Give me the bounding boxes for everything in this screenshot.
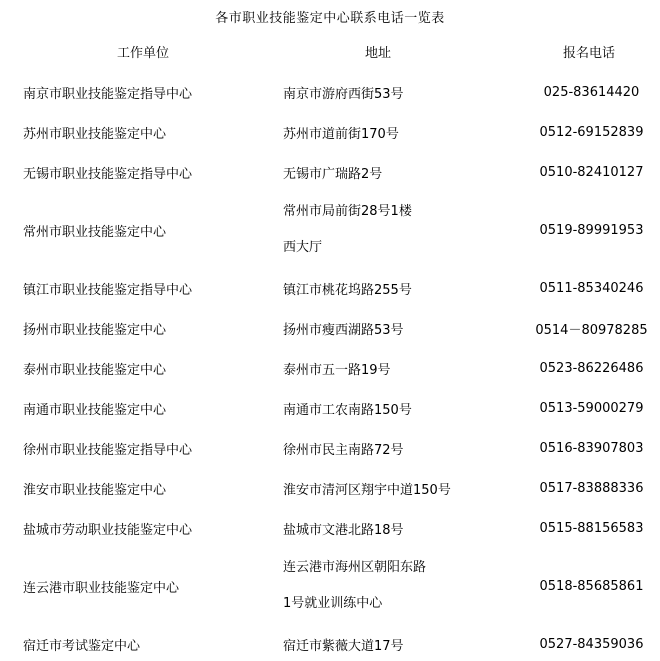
unit-cell: 扬州市职业技能鉴定中心	[23, 322, 167, 338]
contact-table	[0, 30, 660, 661]
table-row	[0, 112, 660, 152]
table-row	[0, 508, 660, 548]
address-line: 徐州市民主南路72号	[283, 442, 404, 458]
unit-cell: 宿迁市考试鉴定中心	[23, 638, 141, 654]
address-line: 镇江市桃花坞路255号	[283, 282, 412, 298]
unit-cell: 泰州市职业技能鉴定中心	[23, 362, 167, 378]
address-line: 常州市局前街28号1楼	[283, 204, 412, 219]
address-cell	[283, 439, 523, 458]
phone-cell: 0513-59000279	[539, 400, 644, 416]
unit-cell: 淮安市职业技能鉴定中心	[23, 482, 167, 498]
table-row	[0, 348, 660, 388]
address-line: 无锡市广瑞路2号	[283, 166, 383, 182]
unit-cell: 盐城市劳动职业技能鉴定中心	[23, 522, 193, 538]
table-row	[0, 548, 660, 624]
table-row	[0, 268, 660, 308]
phone-cell: 0511-85340246	[539, 280, 644, 296]
address-line: 连云港市海州区朝阳东路	[283, 560, 427, 575]
phone-cell: 0517-83888336	[539, 480, 644, 496]
unit-cell: 徐州市职业技能鉴定指导中心	[23, 442, 193, 458]
address-line: 泰州市五一路19号	[283, 362, 391, 378]
table-row	[0, 192, 660, 268]
address-cell	[283, 359, 523, 378]
phone-cell: 0523-86226486	[539, 360, 644, 376]
table-body	[0, 72, 660, 661]
address-cell	[283, 479, 523, 498]
address-cell	[283, 635, 523, 654]
address-cell	[283, 83, 523, 102]
column-header-unit: 工作单位	[116, 45, 169, 61]
column-header-phone: 报名电话	[562, 45, 615, 61]
phone-cell: 0516-83907803	[539, 440, 644, 456]
address-line: 盐城市文港北路18号	[283, 522, 404, 538]
address-line: 扬州市瘦西湖路53号	[283, 322, 404, 338]
phone-cell: 025-83614420	[543, 84, 640, 100]
phone-cell: 0518-85685861	[539, 578, 644, 594]
phone-cell: 0512-69152839	[539, 124, 644, 140]
address-cell	[283, 163, 523, 182]
address-cell	[283, 519, 523, 538]
table-row	[0, 388, 660, 428]
address-line: 西大厅	[283, 240, 323, 255]
unit-cell: 南通市职业技能鉴定中心	[23, 402, 167, 418]
phone-cell: 0514－80978285	[535, 322, 648, 338]
phone-cell: 0519-89991953	[539, 222, 644, 238]
unit-cell: 镇江市职业技能鉴定指导中心	[23, 282, 193, 298]
address-cell	[283, 399, 523, 418]
address-line: 1号就业训练中心	[283, 596, 383, 611]
phone-cell: 0527-84359036	[539, 636, 644, 652]
address-cell	[283, 194, 523, 266]
unit-cell: 连云港市职业技能鉴定中心	[23, 580, 180, 596]
phone-cell: 0510-82410127	[539, 164, 644, 180]
page-title: 各市职业技能鉴定中心联系电话一览表	[215, 11, 445, 26]
table-row	[0, 624, 660, 661]
address-cell	[283, 550, 523, 622]
column-header-address: 地址	[364, 45, 391, 61]
address-line: 南京市游府西街53号	[283, 86, 404, 102]
table-row	[0, 468, 660, 508]
address-line: 南通市工农南路150号	[283, 402, 412, 418]
table-header-row	[0, 30, 660, 72]
phone-cell: 0515-88156583	[539, 520, 644, 536]
address-line: 淮安市清河区翔宇中道150号	[283, 482, 451, 498]
unit-cell: 无锡市职业技能鉴定指导中心	[23, 166, 193, 182]
unit-cell: 南京市职业技能鉴定指导中心	[23, 86, 193, 102]
table-row	[0, 308, 660, 348]
address-line: 宿迁市紫薇大道17号	[283, 638, 404, 654]
address-cell	[283, 279, 523, 298]
table-row	[0, 152, 660, 192]
address-cell	[283, 123, 523, 142]
address-cell	[283, 319, 523, 338]
table-row	[0, 72, 660, 112]
table-row	[0, 428, 660, 468]
unit-cell: 苏州市职业技能鉴定中心	[23, 126, 167, 142]
unit-cell: 常州市职业技能鉴定中心	[23, 224, 167, 240]
address-line: 苏州市道前街170号	[283, 126, 399, 142]
